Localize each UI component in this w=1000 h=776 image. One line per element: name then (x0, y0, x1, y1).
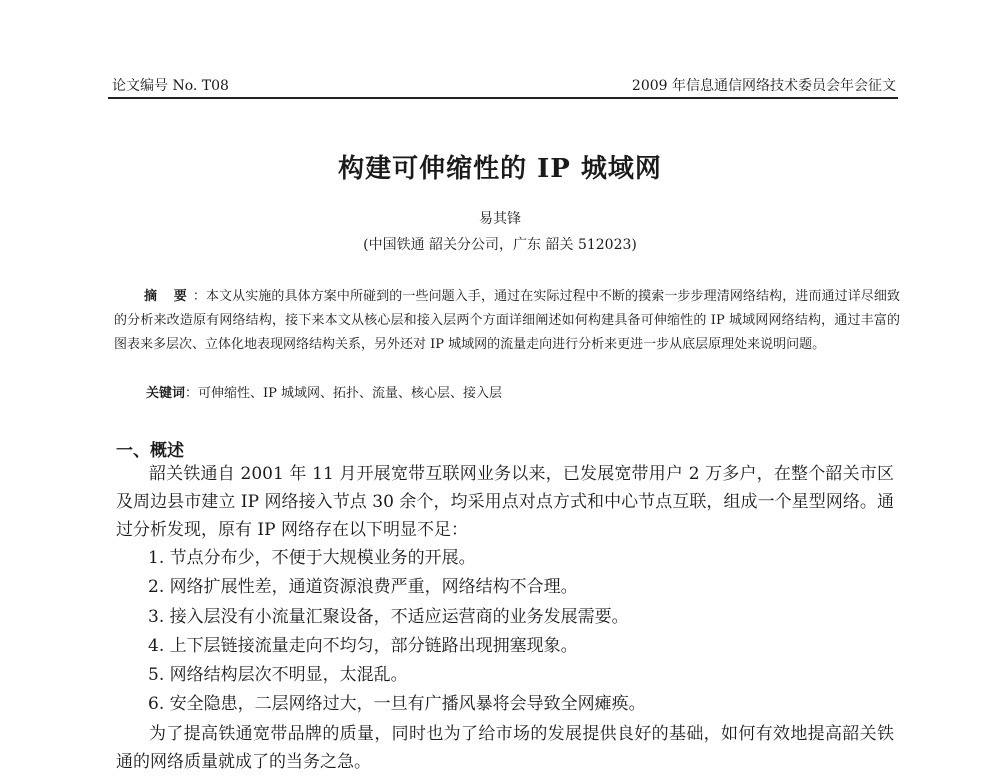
closing-paragraph: 为了提高铁通宽带品牌的质量，同时也为了给市场的发展提供良好的基础，如何有效地提高韶关铁通的网络质量就成了的当务之急。 (116, 724, 894, 772)
list-item: 5. 网络结构层次不明显，太混乱。 (148, 665, 408, 686)
conference-name: 2009 年信息通信网络技术委员会年会征文 (631, 78, 896, 94)
list-item: 3. 接入层没有小流量汇聚设备，不适应运营商的业务发展需要。 (148, 606, 629, 627)
paper-title: 构建可伸缩性的 IP 城域网 (338, 154, 662, 184)
abstract (114, 285, 900, 357)
section-heading-overview: 一、概述 (116, 441, 184, 461)
abstract-text: ：本文从实施的具体方案中所碰到的一些问题入手，通过在实际过程中不断的摸索一步步理清网络结构，进而通过详尽细致的分析来改造原有网络结构，接下来本文从核心层和接入层两个方面详细阐述如何构建具备可伸缩性的 IP 城域网网络结构，通过丰富的图表来多层次、立体化地表现网络结构关系，另外还对 IP 城域网的流量走向进行分析来更进一步从底层原理处来说明问题。 (114, 289, 900, 352)
overview-paragraph: 韶关铁通自 2001 年 11 月开展宽带互联网业务以来，已发展宽带用户 2 万多户，在整个韶关市区及周边县市建立 IP 网络接入节点 30 余个，均采用点对点方式和中心节点互联，组成一个星型网络。通过分析发现，原有 IP 网络存在以下明显不足： (116, 464, 894, 540)
abstract-label: 摘 要 (144, 289, 193, 304)
list-item: 6. 安全隐患，二层网络过大，一旦有广播风暴将会导致全网瘫痪。 (148, 694, 646, 715)
list-item: 4. 上下层链接流量走向不均匀，部分链路出现拥塞现象。 (148, 635, 578, 656)
author-affiliation: (中国铁通 韶关分公司，广东 韶关 512023) (363, 237, 637, 253)
paper-number: 论文编号 No. T08 (112, 78, 229, 94)
keywords (146, 382, 886, 406)
keywords-label: 关键词 (146, 386, 186, 401)
list-item: 1. 节点分布少，不便于大规模业务的开展。 (148, 548, 476, 568)
keywords-text: ：可伸缩性、IP 城域网、拓扑、流量、核心层、接入层 (185, 386, 503, 401)
list-item: 2. 网络扩展性差，通道资源浪费严重，网络结构不合理。 (148, 577, 578, 598)
deficiency-list (148, 544, 894, 720)
author-name: 易其锋 (479, 211, 521, 227)
running-header (108, 73, 898, 99)
